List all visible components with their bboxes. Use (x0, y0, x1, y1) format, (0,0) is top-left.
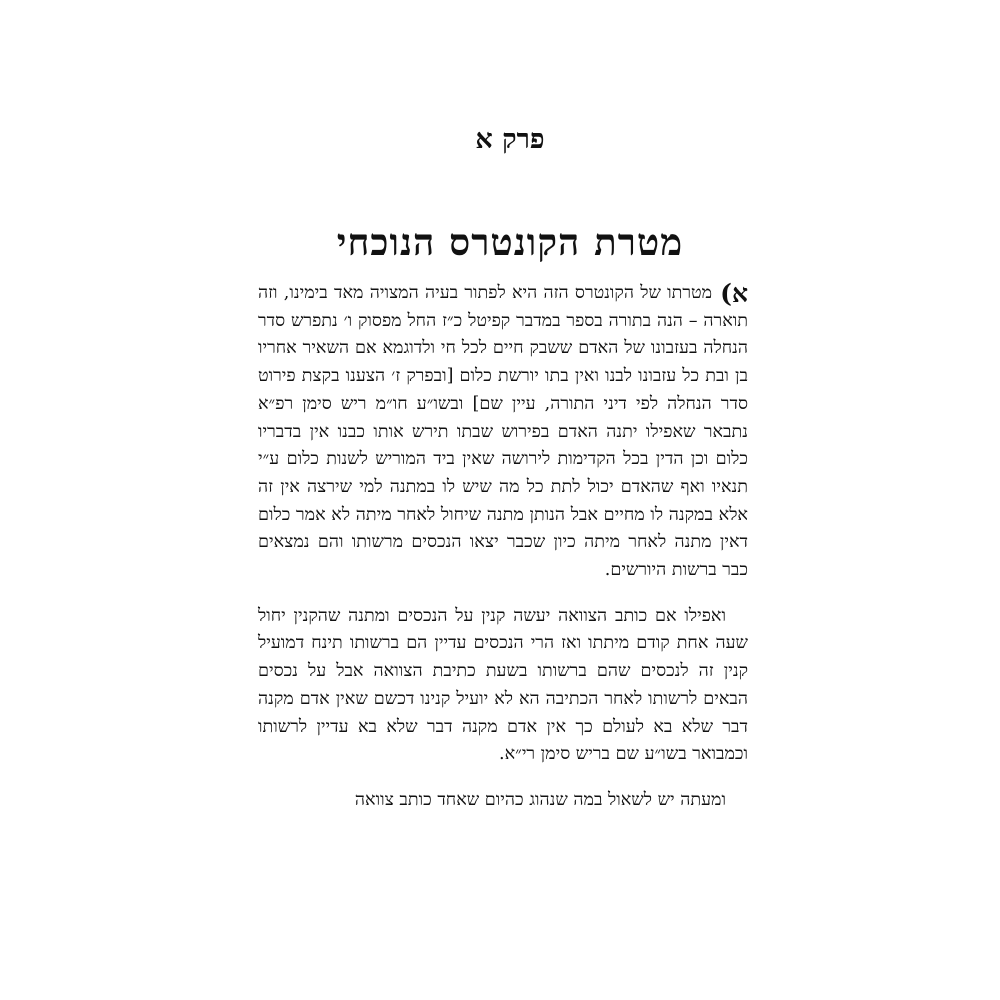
page-title: מטרת הקונטרס הנוכחי (336, 220, 684, 264)
paragraph-3 (258, 787, 748, 815)
paragraph-2-text: ואפילו אם כותב הצוואה יעשה קנין על הנכסים ומתנה שהקנין יחול שעה אחת קודם מיתתו ואז הרי הנכסים עדיין הם ברשותו תינח דמועיל קנין זה לנכסים שהם ברשותו בשעת כתיבת הצוואה אבל על נכסים הבאים לרשותו לאחר הכתיבה הא לא יועיל קנינו דכשם שאין אדם מקנה דבר שלא בא לעולם כך אין אדם מקנה דבר שלא בא עדיין לרשותו וכמבואר בשו״ע שם בריש סימן רי״א. (258, 605, 748, 765)
paragraph-1 (258, 280, 748, 585)
paragraph-3-text: ומעתה יש לשאול במה שנהוג כהיום שאחד כותב צוואה (354, 789, 726, 810)
paragraph-2 (258, 603, 748, 769)
body-text (258, 280, 748, 815)
paragraph-marker: א) (720, 279, 748, 308)
chapter-label: פרק א (475, 124, 545, 155)
paragraph-1-text: מטרתו של הקונטרס הזה היא לפתור בעיה המצויה מאד בימינו, וזה תוארה – הנה בתורה בספר במדבר קפיטל כ״ז החל מפסוק ו׳ נתפרש סדר הנחלה בעזבונו של האדם ששבק חיים לכל חי ולדוגמא אם השאיר אחריו בן ובת כל עזבונו לבנו ואין בתו יורשת כלום [ובפרק ז׳ הצענו בקצת פירוט סדר הנחלה לפי דיני התורה, עיין שם] ובשו״ע חו״מ ריש סימן רפ״א נתבאר שאפילו יתנה האדם בפירוש שבתו תירש אותו כבנו אין בדבריו כלום וכן הדין בכל הקדימות לירושה שאין ביד המוריש לשנות כלום ע״י תנאיו ואף שהאדם יכול לתת כל מה שיש לו במתנה למי שירצה אין זה אלא במקנה לו מחיים אבל הנותן מתנה שיחול לאחר מיתה לא אמר כלום דאין מתנה לאחר מיתה כיון שכבר יצאו הנכסים מרשותו והם נמצאים כבר ברשות היורשים. (258, 283, 748, 581)
